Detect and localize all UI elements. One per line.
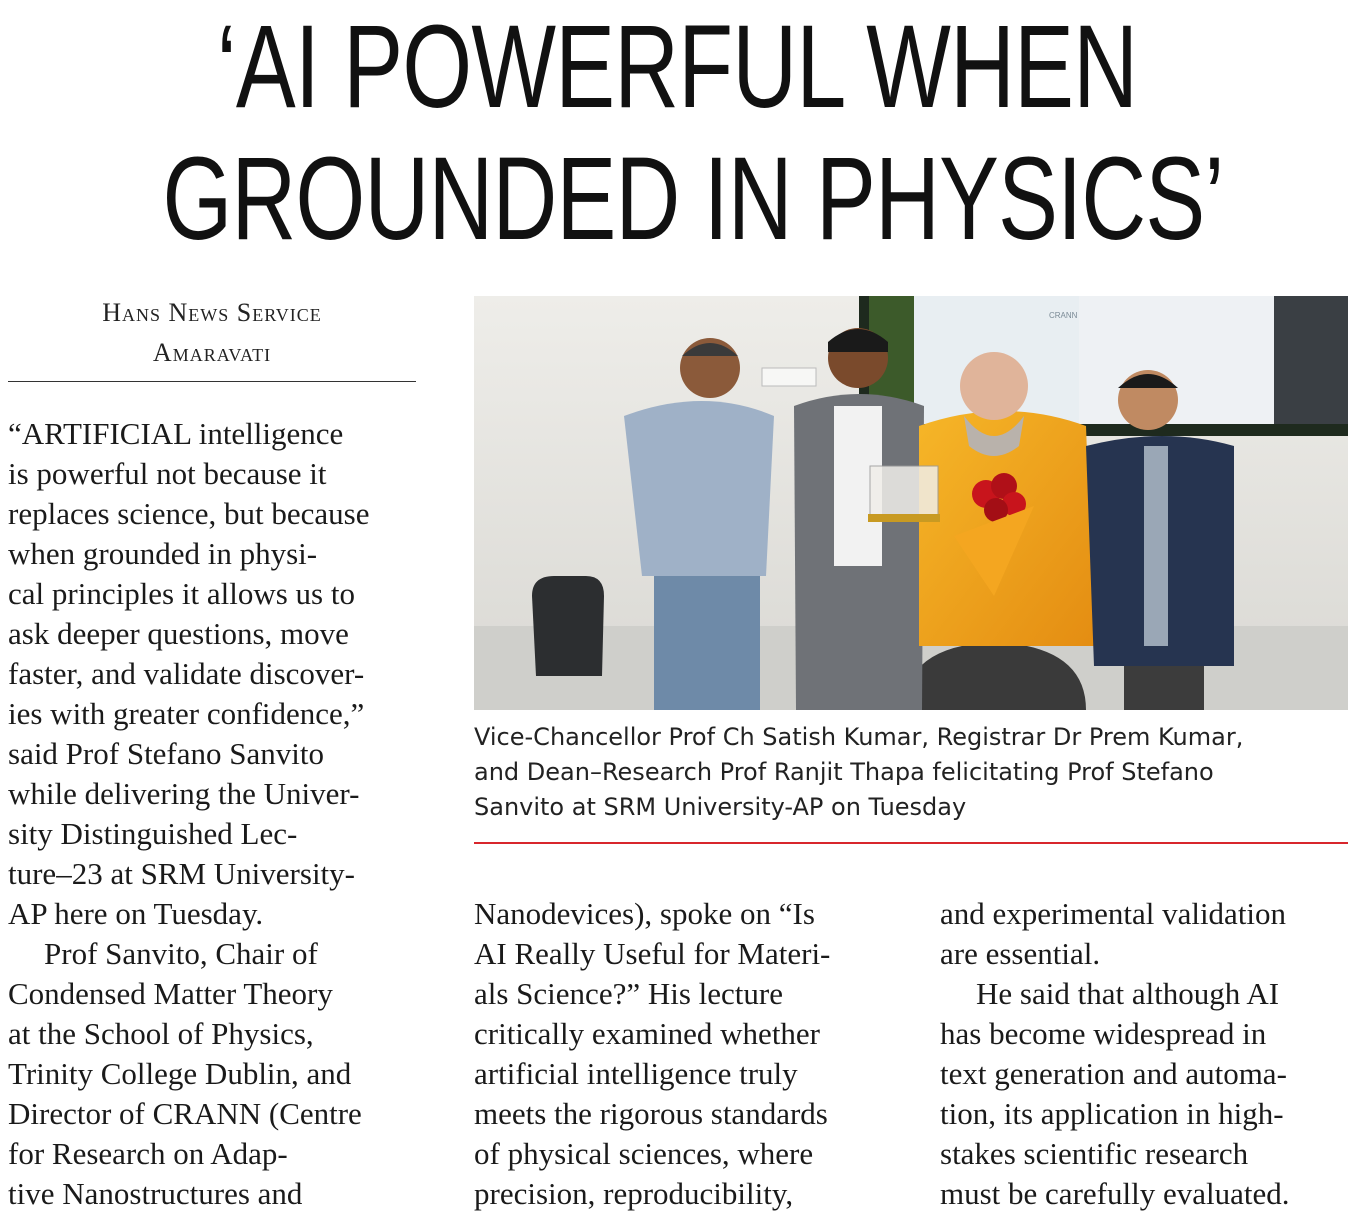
paragraph-3: [474, 894, 894, 1214]
text-line: He said that although AI: [976, 976, 1280, 1011]
text-line: AI Really Useful for Materi-: [474, 936, 831, 971]
text-line: replaces science, but because: [8, 496, 370, 531]
paragraph-1: [8, 414, 418, 934]
text-line: must be carefully evaluated.: [940, 1176, 1290, 1211]
text-line: meets the rigorous standards: [474, 1096, 828, 1131]
text-line: stakes scientific research: [940, 1136, 1249, 1171]
photo-caption: [474, 720, 1348, 825]
text-line: text generation and automa-: [940, 1056, 1287, 1091]
text-line: Nanodevices), spoke on “Is: [474, 896, 815, 931]
text-line: faster, and validate discover-: [8, 656, 365, 691]
headline-line-2: GROUNDED IN PHYSICS’: [162, 133, 1224, 265]
text-line: ask deeper questions, move: [8, 616, 349, 651]
text-line: tive Nanostructures and: [8, 1176, 303, 1211]
text-line: “ARTIFICIAL intelligence: [8, 416, 344, 451]
text-line: at the School of Physics,: [8, 1016, 314, 1051]
text-line: als Science?” His lecture: [474, 976, 783, 1011]
text-line: has become widespread in: [940, 1016, 1267, 1051]
article-column-2: [474, 894, 894, 1214]
text-line: for Research on Adap-: [8, 1136, 288, 1171]
text-line: of physical sciences, where: [474, 1136, 814, 1171]
text-line: when grounded in physi-: [8, 536, 318, 571]
text-line: artificial intelligence truly: [474, 1056, 798, 1091]
caption-line: Sanvito at SRM University-AP on Tuesday: [474, 793, 967, 821]
photo-illustration: [474, 296, 1348, 710]
byline-rule: [8, 381, 416, 382]
screen-text: CRANN: [1049, 311, 1078, 320]
caption-rule: [474, 842, 1348, 844]
text-line: while delivering the Univer-: [8, 776, 360, 811]
text-line: AP here on Tuesday.: [8, 896, 264, 931]
text-line: said Prof Stefano Sanvito: [8, 736, 324, 771]
paragraph-4: [940, 894, 1350, 974]
text-line: Trinity College Dublin, and: [8, 1056, 352, 1091]
text-line: and experimental validation: [940, 896, 1287, 931]
byline-dateline: Amaravati: [152, 338, 272, 367]
text-line: Prof Sanvito, Chair of: [44, 936, 318, 971]
caption-line: Vice-Chancellor Prof Ch Satish Kumar, Registrar Dr Prem Kumar,: [474, 723, 1244, 751]
text-line: Director of CRANN (Centre: [8, 1096, 362, 1131]
text-line: are essential.: [940, 936, 1101, 971]
text-line: ies with greater confidence,”: [8, 696, 365, 731]
text-line: precision, reproducibility,: [474, 1176, 794, 1211]
text-line: critically examined whether: [474, 1016, 821, 1051]
news-photo: [474, 296, 1348, 710]
article-column-1: [8, 414, 418, 1214]
byline-agency: Hans News Service: [102, 298, 322, 327]
text-line: ture–23 at SRM University-: [8, 856, 355, 891]
text-line: is powerful not because it: [8, 456, 327, 491]
text-line: Condensed Matter Theory: [8, 976, 333, 1011]
article-column-3: [940, 894, 1350, 1214]
text-line: sity Distinguished Lec-: [8, 816, 298, 851]
text-line: tion, its application in high-: [940, 1096, 1284, 1131]
text-line: cal principles it allows us to: [8, 576, 355, 611]
headline-line-1: ‘AI POWERFUL WHEN: [216, 1, 1138, 133]
paragraph-2: [8, 934, 418, 1214]
paragraph-5: [940, 974, 1350, 1214]
caption-line: and Dean–Research Prof Ranjit Thapa felicitating Prof Stefano: [474, 758, 1214, 786]
